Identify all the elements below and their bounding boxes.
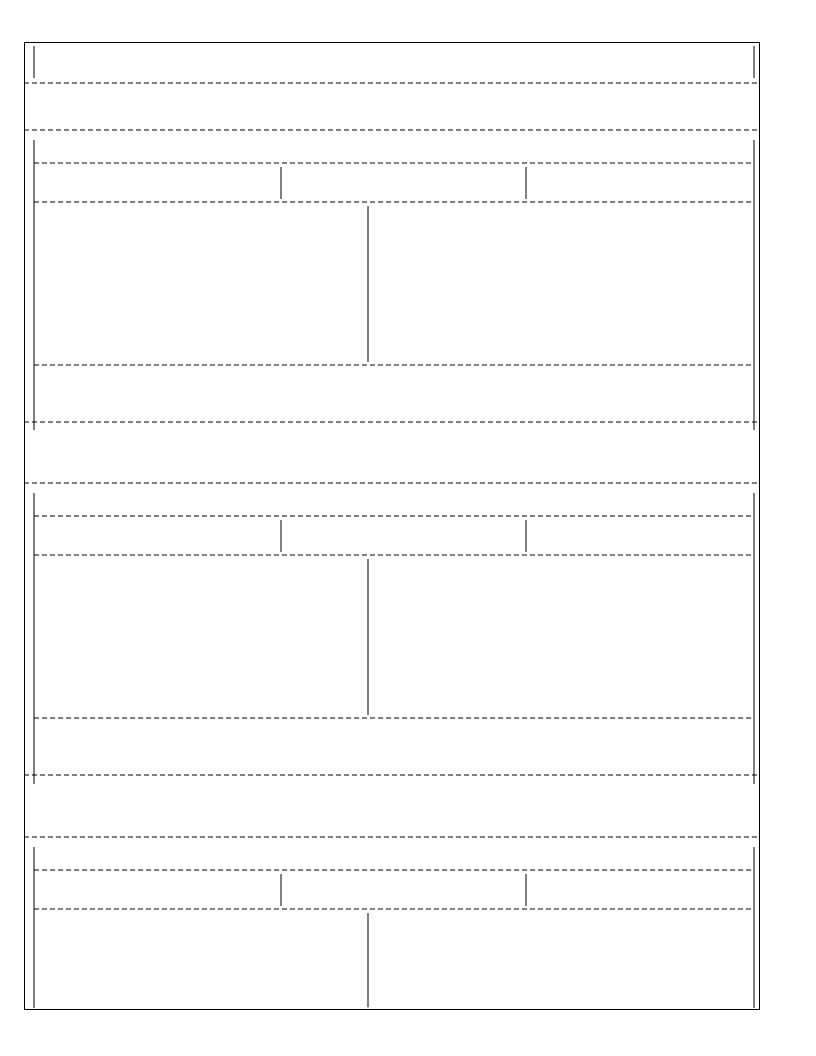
terminal-window [24, 42, 760, 1010]
